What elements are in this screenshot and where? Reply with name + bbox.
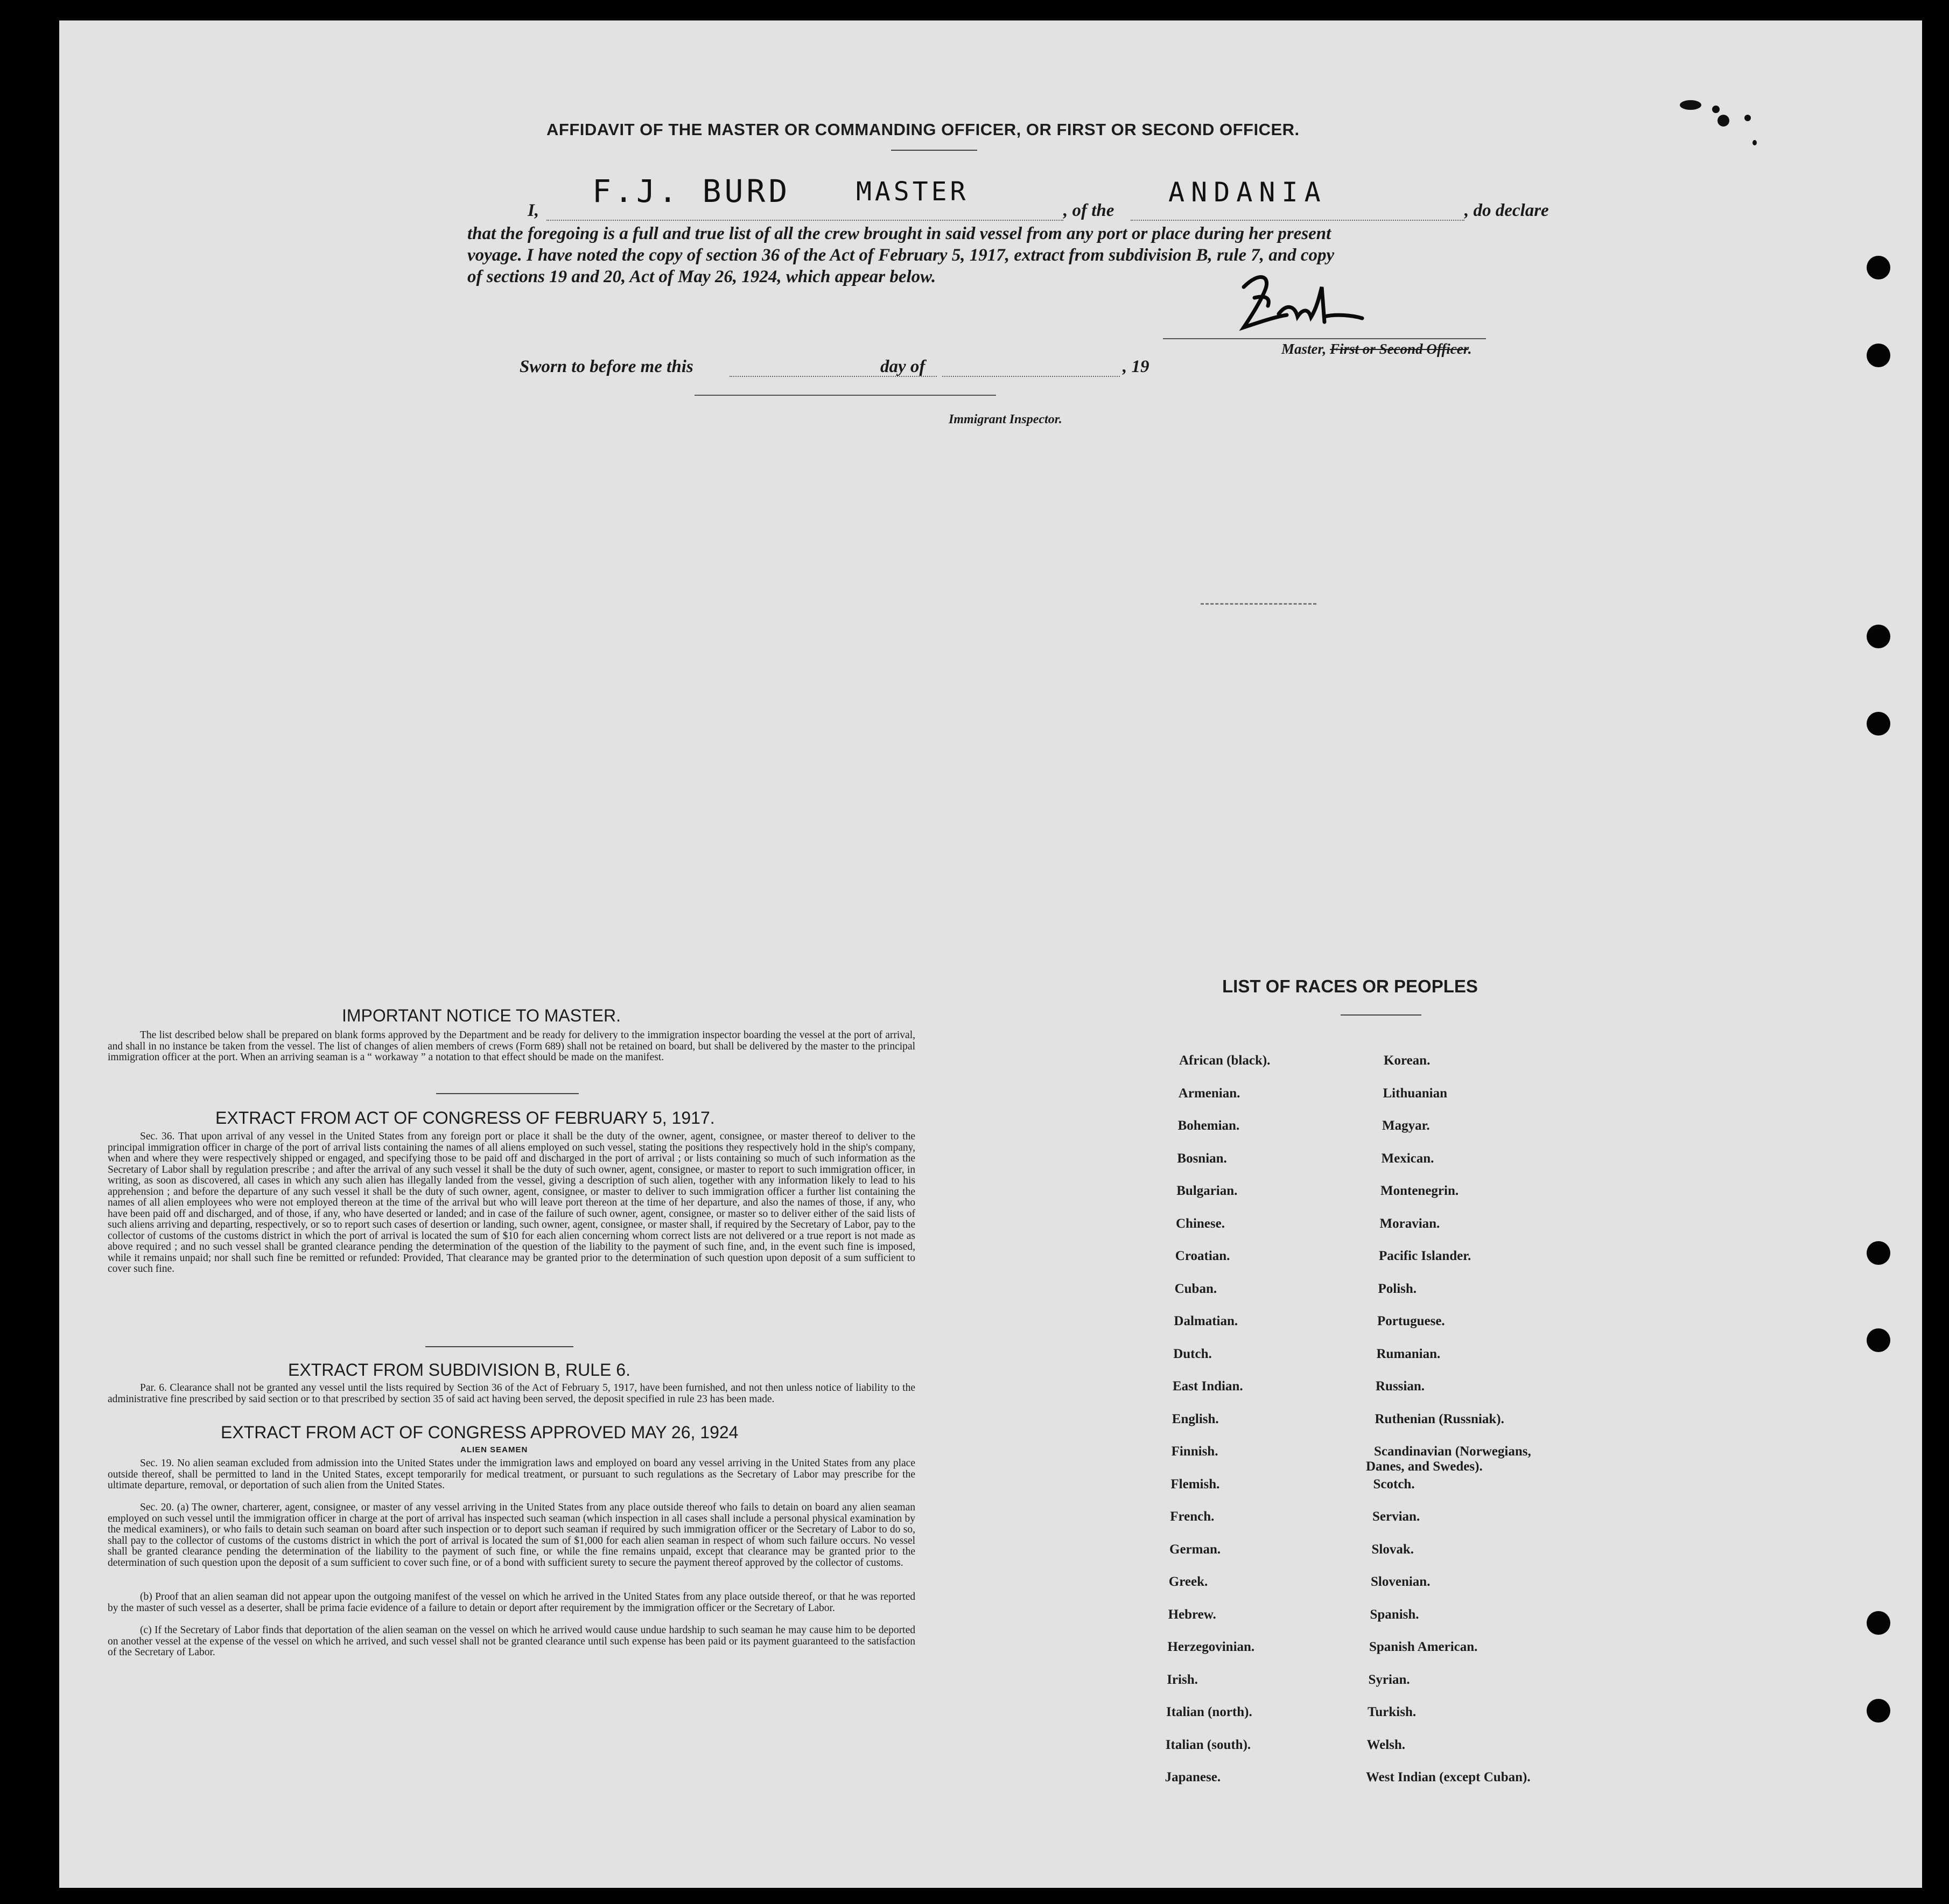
race-item: Dutch.	[1173, 1346, 1212, 1361]
race-item: Japanese.	[1165, 1770, 1221, 1784]
race-item: Mexican.	[1381, 1151, 1434, 1166]
race-item: Croatian.	[1175, 1249, 1230, 1263]
extract-1924-sec20c: (c) If the Secretary of Labor finds that deportation of the alien seaman on the vessel on which he arrived would cause undue hardship to such seaman he may cause him to be deported on another vessel at the expense of the vessel on which he arrived, and such vessel shall not be granted clearance until such expense has been paid or its payment guaranteed to the satisfaction of the Secretary of Labor.	[108, 1625, 915, 1658]
ink-speck	[1752, 140, 1757, 145]
race-item: Flemish.	[1170, 1476, 1220, 1492]
extract-1924-sec19: Sec. 19. No alien seaman excluded from admission into the United States under the immigration laws and employed on board any vessel arriving in the United States from any place outside thereof, shall be permitted to land in the United States, except temporarily for medical treatment, or pursuant to such regulations as the Secretary of Labor may prescribe for the ultimate departure, removal, or deportation of such alien from the United States.	[108, 1458, 915, 1491]
race-item: Rumanian.	[1376, 1346, 1441, 1361]
of-the-label: , of the	[1063, 201, 1114, 220]
race-item: East Indian.	[1173, 1379, 1243, 1394]
race-item: Polish.	[1378, 1281, 1417, 1296]
extract-1917-title: EXTRACT FROM ACT OF CONGRESS OF FEBRUARY 5, 1917.	[215, 1108, 715, 1128]
race-item: Bosnian.	[1177, 1151, 1227, 1166]
race-item: French.	[1170, 1509, 1215, 1524]
race-item: Finnish.	[1171, 1444, 1218, 1459]
signature-line	[1163, 338, 1486, 339]
race-item: Korean.	[1384, 1053, 1431, 1068]
race-item: Turkish.	[1368, 1705, 1417, 1719]
master-name: F.J. BURD	[592, 173, 791, 209]
race-item: Italian (north).	[1166, 1705, 1252, 1719]
i-label: I,	[528, 201, 539, 220]
declare-label: , do declare	[1464, 201, 1549, 220]
extract-1924-subtitle: ALIEN SEAMEN	[460, 1445, 528, 1454]
ink-speck	[1744, 115, 1751, 121]
race-item: Bulgarian.	[1176, 1184, 1238, 1198]
race-item: Syrian.	[1368, 1672, 1410, 1687]
extract-1924-sec20a: Sec. 20. (a) The owner, charterer, agent, consignee, or master of any vessel arriving in the United States from any place outside thereof who fails to detain on board any alien seaman employed on such vessel until the immigration officer in charge at the port of arrival has inspected such seaman (which inspection in all cases shall include a personal physical examination by the medical examiners), or who fails to detain such seaman on board after such inspection or to deport such seaman if required by such immigration officer or the Secretary of Labor to do so, shall pay to the collector of customs of the customs district in which the port of arrival is located the sum of $1,000 for each alien seaman in respect of whom such failure occurs. No vessel shall be granted clearance pending the determination of the liability to the payment of such fine, or while the fine remains unpaid, except that clearance may be granted prior to the determination of such question upon the deposit of a sum sufficient to cover such fine, or of a bond with sufficient surety to secure the payment thereof approved by the collector of customs.	[108, 1502, 915, 1569]
race-item: German.	[1169, 1542, 1221, 1557]
race-item: Dalmatian.	[1174, 1314, 1238, 1328]
race-item: Pacific Islander.	[1379, 1249, 1471, 1263]
punch-hole	[1867, 344, 1890, 367]
race-item: Spanish.	[1370, 1607, 1419, 1622]
race-item: Servian.	[1372, 1509, 1420, 1524]
signature-caption	[1281, 341, 1472, 358]
year-label: , 19	[1123, 357, 1149, 376]
master-rank: MASTER	[856, 177, 969, 207]
notice-rule	[436, 1093, 579, 1094]
race-item: Spanish American.	[1369, 1640, 1478, 1654]
race-item: Portuguese.	[1377, 1314, 1445, 1328]
punch-hole	[1867, 256, 1890, 279]
faint-marks	[1201, 603, 1316, 605]
race-item: Moravian.	[1379, 1216, 1440, 1231]
races-rule	[1341, 1014, 1421, 1016]
punch-hole	[1867, 1328, 1890, 1352]
race-item: English.	[1172, 1411, 1219, 1426]
race-item: Scandinavian (Norwegians,	[1374, 1444, 1531, 1459]
affidavit-text-line-2: voyage. I have noted the copy of section 36 of the Act of February 5, 1917, extract from subdivision B, rule 7, and copy	[467, 246, 1335, 265]
race-item: Cuban.	[1174, 1281, 1217, 1296]
affidavit-text-line-3: of sections 19 and 20, Act of May 26, 1924, which appear below.	[467, 267, 936, 286]
sworn-label: Sworn to before me this	[520, 357, 693, 376]
race-item: Magyar.	[1382, 1118, 1430, 1133]
race-item: Italian (south).	[1165, 1737, 1251, 1752]
extract-rule6-body: Par. 6. Clearance shall not be granted any vessel until the lists required by Section 36 of the Act of February 5, 1917, have been furnished, and not then unless notice of liability to the administrative fine prescribed by said section or to that prescribed by section 35 of said act having been served, the deposit specified in rule 23 has been made.	[108, 1382, 915, 1405]
race-item: Lithuanian	[1383, 1086, 1448, 1101]
caption-struck: First or Second Officer	[1330, 341, 1468, 357]
inspector-line	[695, 395, 996, 396]
race-item: Hebrew.	[1168, 1607, 1216, 1622]
race-item: West Indian (except Cuban).	[1366, 1770, 1531, 1784]
race-item: Herzegovinian.	[1167, 1640, 1255, 1654]
race-item: Danes, and Swedes).	[1366, 1459, 1483, 1474]
name-line	[546, 220, 1063, 221]
ink-speck	[1717, 115, 1729, 127]
extract-1924-title: EXTRACT FROM ACT OF CONGRESS APPROVED MAY 26, 1924	[221, 1423, 739, 1442]
punch-hole	[1867, 712, 1890, 736]
race-item: Irish.	[1167, 1672, 1198, 1687]
signature	[1228, 265, 1443, 346]
race-item: Armenian.	[1178, 1086, 1240, 1101]
notice-body: The list described below shall be prepared on blank forms approved by the Department and be ready for delivery to the immigration inspector boarding the vessel at the port of arrival, and shall in no instance be taken from the vessel. The list of changes of alien members of crews (Form 689) shall not be retained on board, but shall be delivered by the master to the principal immigration officer at the port. When an arriving seaman is a “ workaway ” a notation to that effect should be made on the manifest.	[108, 1030, 915, 1063]
extract-rule6-title: EXTRACT FROM SUBDIVISION B, RULE 6.	[288, 1360, 630, 1380]
race-item: Bohemian.	[1177, 1118, 1240, 1133]
caption-end: .	[1468, 341, 1472, 357]
form-sheet	[59, 20, 1922, 1888]
sworn-month-line	[942, 376, 1120, 377]
affidavit-title: AFFIDAVIT OF THE MASTER OR COMMANDING OFFICER, OR FIRST OR SECOND OFFICER.	[546, 120, 1300, 139]
race-item: Welsh.	[1366, 1737, 1406, 1752]
punch-hole	[1867, 1241, 1890, 1265]
punch-hole	[1867, 625, 1890, 648]
race-item: Greek.	[1168, 1574, 1208, 1589]
vessel-name: ANDANIA	[1168, 177, 1327, 208]
race-item: Ruthenian (Russniak).	[1375, 1411, 1504, 1426]
notice-title: IMPORTANT NOTICE TO MASTER.	[342, 1006, 621, 1025]
race-item: Montenegrin.	[1380, 1184, 1459, 1198]
race-item: Chinese.	[1176, 1216, 1225, 1231]
races-title: LIST OF RACES OR PEOPLES	[1222, 976, 1478, 996]
ink-speck	[1712, 106, 1720, 113]
race-item: Slovenian.	[1371, 1574, 1431, 1589]
extract-1924-sec20b: (b) Proof that an alien seaman did not appear upon the outgoing manifest of the vessel on which he arrived in the United States from any place outside thereof, or that he was reported by the master of such vessel as a deserter, shall be prima facie evidence of a failure to detain or deport after requirement by the immigration officer or the Secretary of Labor.	[108, 1591, 915, 1614]
punch-hole	[1867, 1611, 1890, 1635]
affidavit-text-line-1: that the foregoing is a full and true list of all the crew brought in said vessel from any port or place during her present	[467, 224, 1331, 243]
race-item: African (black).	[1179, 1053, 1271, 1068]
race-item: Slovak.	[1371, 1542, 1414, 1557]
affidavit-title-rule	[891, 150, 977, 151]
ink-speck	[1680, 100, 1701, 110]
extract-1917-body: Sec. 36. That upon arrival of any vessel in the United States from any foreign port or place it shall be the duty of the owner, agent, consignee, or master thereof to deliver to the principal immigration officer in charge of the port of arrival lists containing the names of all aliens employed on such vessel, stating the positions they respectively hold in the ship's company, when and where they were respectively shipped or engaged, and specifying those to be paid off and discharged in the port of arrival ; or lists containing so much of such information as the Secretary of Labor shall by regulation prescribe ; and after the arrival of any such vessel it shall be the duty of such owner, agent, consignee, or master to report to such immigration officer, in writing, as soon as discovered, all cases in which any such alien has illegally landed from the vessel, giving a description of such alien, together with any information likely to lead to his apprehension ; and before the departure of any such vessel it shall be the duty of such owner, agent, consignee, or master to deliver to such immigration officer a further list containing the names of all alien employees who were not employed thereon at the time of the arrival but who will leave port thereon at the time of her departure, and also the names of those, if any, who have been paid off and discharged, and of those, if any, who have deserted or landed; and in case of the failure of such owner, agent, consignee, or master so to deliver either of the said lists of such aliens arriving and departing, respectively, or so to report such cases of desertion or landing, such owner, agent, consignee, or master shall, if required by the Secretary of Labor, pay to the collector of customs of the customs district in which the port of arrival is located the sum of $10 for each alien concerning whom correct lists are not delivered or a true report is not made as above required ; and no such vessel shall be granted clearance pending the determination of the question of the liability to the payment of such fine, and, in the event such fine is imposed, while it remains unpaid; nor shall such fine be remitted or refunded: Provided, That clearance may be granted prior to the determination of such question upon deposit of a sum sufficient to cover such fine.	[108, 1131, 915, 1275]
day-of-label: day of	[880, 357, 926, 376]
punch-hole	[1867, 1699, 1890, 1723]
caption-master: Master,	[1281, 341, 1330, 357]
extract-1917-rule	[425, 1346, 573, 1347]
race-item: Russian.	[1376, 1379, 1425, 1394]
inspector-label: Immigrant Inspector.	[949, 412, 1062, 426]
vessel-line	[1131, 220, 1464, 221]
race-item: Scotch.	[1373, 1476, 1415, 1492]
